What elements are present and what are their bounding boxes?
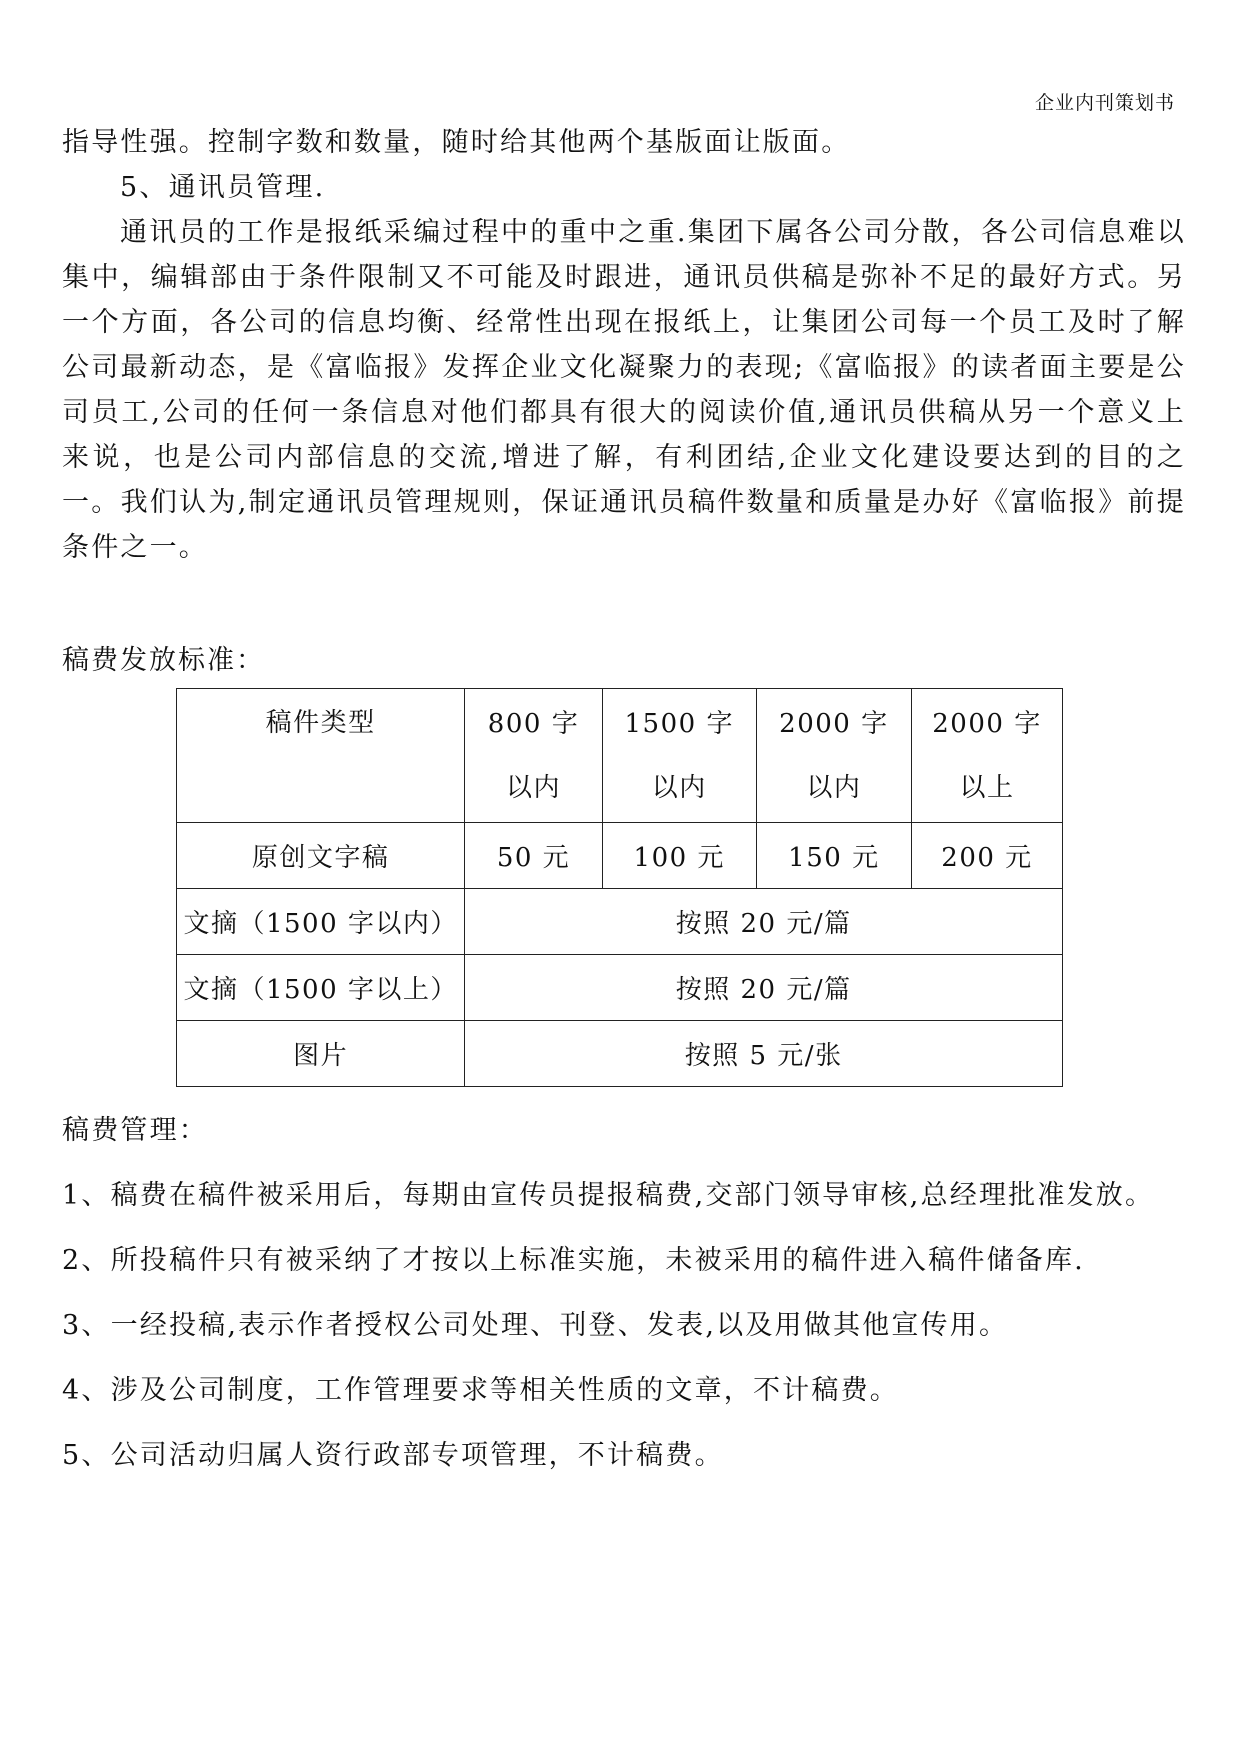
row-label: 图片	[177, 1021, 465, 1087]
section-heading: 5、通讯员管理.	[120, 172, 326, 203]
table-cell: 200 元	[911, 823, 1062, 889]
header-cell: 稿件类型	[177, 689, 465, 823]
fee-standard-title: 稿费发放标准：	[62, 645, 265, 676]
table-row	[177, 823, 1063, 889]
list-item: 1、稿费在稿件被采用后，每期由宣传员提报稿费,交部门领导审核,总经理批准发放。	[62, 1180, 1155, 1211]
list-item: 3、一经投稿,表示作者授权公司处理、刊登、发表,以及用做其他宣传用。	[62, 1310, 1009, 1341]
table-cell: 按照 5 元/张	[465, 1021, 1063, 1087]
fee-standard-table	[176, 688, 1063, 1087]
table-cell: 按照 20 元/篇	[465, 955, 1063, 1021]
row-label: 原创文字稿	[177, 823, 465, 889]
table-cell: 150 元	[756, 823, 911, 889]
header-cell: 1500 字 以内	[602, 689, 756, 823]
table-header-row	[177, 689, 1063, 823]
table-cell: 50 元	[465, 823, 602, 889]
header-cell: 2000 字 以内	[756, 689, 911, 823]
table-cell: 100 元	[602, 823, 756, 889]
list-item: 5、公司活动归属人资行政部专项管理，不计稿费。	[62, 1440, 724, 1471]
table-row	[177, 889, 1063, 955]
running-header: 企业内刊策划书	[1034, 92, 1175, 114]
table-cell: 按照 20 元/篇	[465, 889, 1063, 955]
fee-management	[62, 1098, 1186, 1488]
header-cell: 2000 字 以上	[911, 689, 1062, 823]
table-row	[177, 955, 1063, 1021]
fee-management-title: 稿费管理：	[62, 1115, 208, 1146]
body-text	[62, 120, 1186, 570]
row-label: 文摘（1500 字以上）	[177, 955, 465, 1021]
list-item: 2、所投稿件只有被采纳了才按以上标准实施，未被采用的稿件进入稿件储备库.	[62, 1245, 1085, 1276]
paragraph: 通讯员的工作是报纸采编过程中的重中之重.集团下属各公司分散，各公司信息难以集中，编辑部由于条件限制又不可能及时跟进，通讯员供稿是弥补不足的最好方式。另一个方面，各公司的信息均衡、经常性出现在报纸上，让集团公司每一个员工及时了解公司最新动态，是《富临报》发挥企业文化凝聚力的表现;《富临报》的读者面主要是公司员工,公司的任何一条信息对他们都具有很大的阅读价值,通讯员供稿从另一个意义上来说，也是公司内部信息的交流,增进了解，有利团结,企业文化建设要达到的目的之一。我们认为,制定通讯员管理规则，保证通讯员稿件数量和质量是办好《富临报》前提条件之一。	[62, 217, 1186, 563]
header-cell: 800 字 以内	[465, 689, 602, 823]
row-label: 文摘（1500 字以内）	[177, 889, 465, 955]
list-item: 4、涉及公司制度，工作管理要求等相关性质的文章，不计稿费。	[62, 1375, 899, 1406]
table-row	[177, 1021, 1063, 1087]
paragraph: 指导性强。控制字数和数量，随时给其他两个基版面让版面。	[62, 127, 851, 158]
